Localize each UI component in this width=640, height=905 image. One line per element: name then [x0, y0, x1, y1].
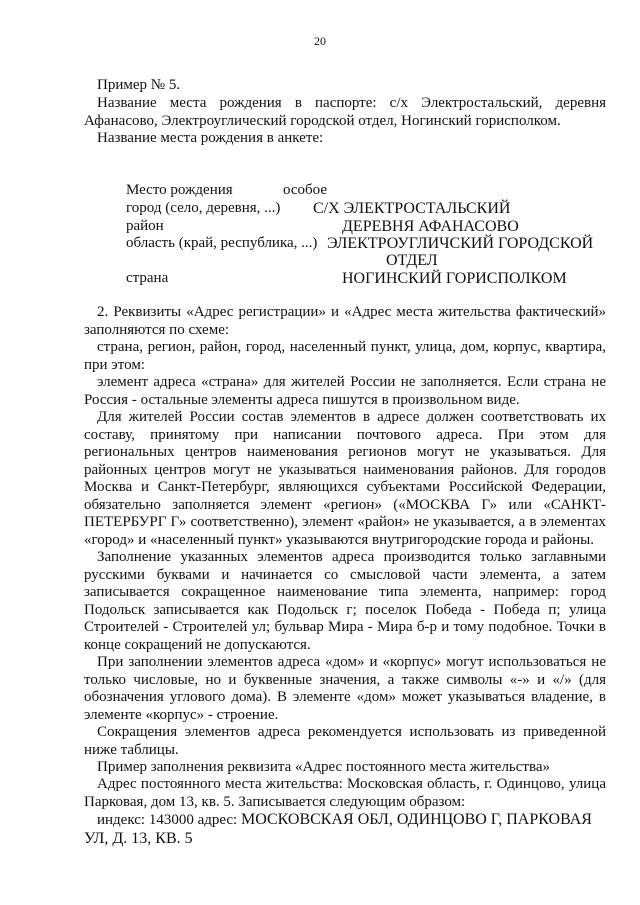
page-number: 20 — [314, 34, 326, 48]
form-row-value: ЭЛЕКТРОУГЛИЧСКИЙ ГОРОДСКОЙ — [327, 235, 594, 252]
form-row-label: район — [126, 218, 164, 234]
paragraph-address-elements: страна, регион, район, город, населенный пункт, улица, дом, корпус, квартира, при этом: — [84, 339, 606, 373]
form-row-value: ОТДЕЛ — [386, 252, 438, 269]
form-row-value: ДЕРЕВНЯ АФАНАСОВО — [342, 218, 519, 235]
paragraph-house-building: При заполнении элементов адреса «дом» и «корпус» могут использоваться не только числовые, но и буквенные значения, а также символы «-» и «/» (для обозначения углового дома). В элементе «дом» может указываться владение, в элементе «корпус» - строение. — [84, 654, 606, 723]
paragraph-address-scheme: 2. Реквизиты «Адрес регистрации» и «Адрес места жительства фактический» заполняются по схеме: — [84, 304, 606, 338]
paragraph-abbreviations: Сокращения элементов адреса рекомендуется использовать из приведенной ниже таблицы. — [84, 724, 606, 758]
form-birthplace-intro: Название места рождения в анкете: — [97, 130, 324, 146]
example-result-label: индекс: 143000 адрес: — [97, 812, 238, 828]
paragraph-russia-composition: Для жителей России состав элементов в адресе должен соответствовать их составу, принятому при написании почтового адреса. При этом для региональных центров наименования регионов могут не указываться. Для районных центров могут не указываться наименования районов. Для городов Москва и Санкт-Петербург, являющихся субъектами Российской Федерации, обязательно заполняется элемент «регион» («МОСКВА Г» или «САНКТ-ПЕТЕРБУРГ Г» соответственно), элемент «район» не указывается, а в элементах «город» и «населенный пункт» указываются внутригородские города и районы. — [84, 409, 606, 548]
paragraph-example-heading: Пример заполнения реквизита «Адрес постоянного места жительства» — [97, 759, 551, 775]
passport-birthplace-paragraph: Название места рождения в паспорте: с/х Электростальский, деревня Афанасово, Электроуглический городской отдел, Ногинский горисполком. — [84, 95, 606, 129]
form-row-label: страна — [126, 270, 169, 286]
paragraph-example-result — [84, 811, 606, 848]
form-title-label: Место рождения — [126, 182, 233, 198]
example-heading: Пример № 5. — [97, 77, 181, 93]
form-row-value: НОГИНСКИЙ ГОРИСПОЛКОМ — [342, 270, 567, 287]
form-row-label: город (село, деревня, ...) — [126, 200, 281, 216]
form-row-label: область (край, республика, ...) — [126, 235, 318, 251]
example-result-value: МОСКОВСКАЯ ОБЛ, ОДИНЦОВО Г, ПАРКОВАЯ УЛ, Д. 13, КВ. 5 — [84, 811, 592, 847]
paragraph-country-element: элемент адреса «страна» для жителей России не заполняется. Если страна не Россия - остальные элементы адреса пишутся в произвольном виде. — [84, 374, 606, 408]
form-title-value: особое — [283, 182, 328, 198]
form-row-value: С/Х ЭЛЕКТРОСТАЛЬСКИЙ — [313, 200, 511, 217]
paragraph-capital-letters: Заполнение указанных элементов адреса производится только заглавными русскими буквами и начинается со смысловой части элемента, а затем записывается сокращенное наименование типа элемента, например: город Подольск записывается как Подольск г; поселок Победа - Победа п; улица Строителей - Строителей ул; бульвар Мира - Мира б-р и тому подобное. Точки в конце сокращений не допускаются. — [84, 549, 606, 653]
paragraph-example-address: Адрес постоянного места жительства: Московская область, г. Одинцово, улица Парковая, дом 13, кв. 5. Записывается следующим образом: — [84, 776, 606, 810]
